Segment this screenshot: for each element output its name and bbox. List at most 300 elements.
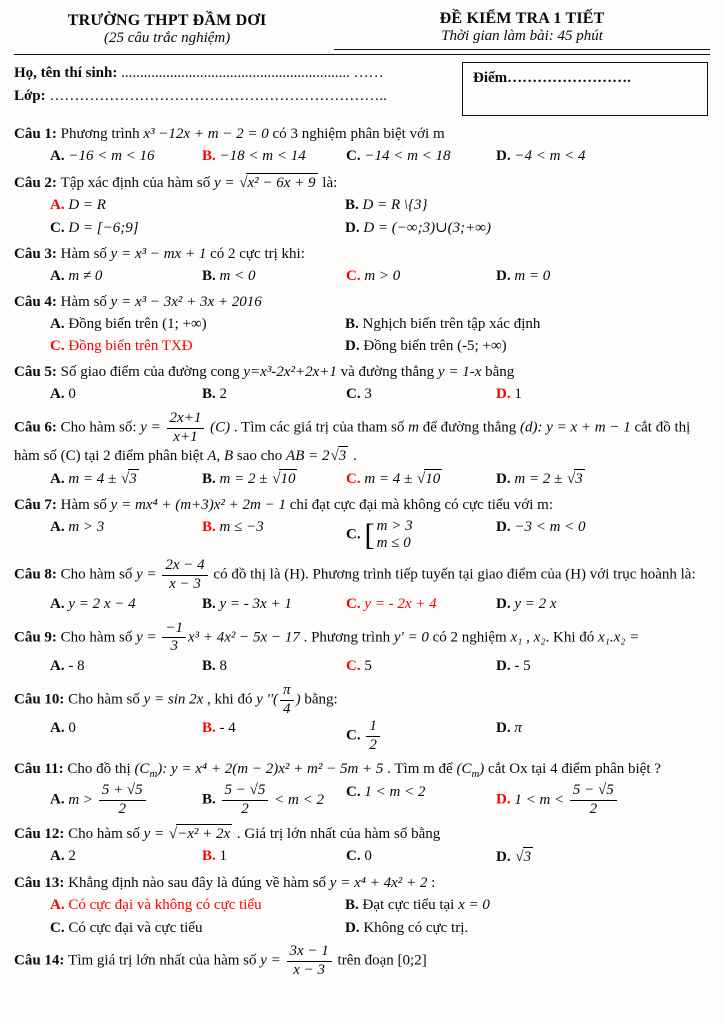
fraction-numerator: 5 − √5 <box>222 783 269 801</box>
option-content <box>364 658 372 674</box>
question-14 <box>14 944 710 979</box>
option-D <box>496 719 710 754</box>
option-content <box>364 148 450 164</box>
option-letter: C. <box>346 658 365 674</box>
question-body <box>14 293 710 313</box>
question-body <box>14 944 710 979</box>
question-label: Câu 6: <box>14 419 61 436</box>
question-label: Câu 1: <box>14 126 61 142</box>
subscript: m <box>471 767 480 780</box>
option-letter: C. <box>50 338 69 355</box>
option-letter: B. <box>202 386 220 403</box>
option-letter: C. <box>346 784 365 801</box>
fraction-denominator: x − 3 <box>293 962 326 979</box>
option-A <box>50 315 345 335</box>
option-D <box>496 385 710 405</box>
option-content <box>68 220 138 236</box>
text-run: có 2 nghiệm <box>428 629 511 646</box>
text-run: Đồng biến trên (-5; +∞) <box>363 338 507 355</box>
math-expression: y = - 3x + 1 <box>219 595 292 612</box>
math-expression: D = R \{3} <box>362 196 428 213</box>
radical-icon: √ <box>567 470 576 487</box>
option-content <box>68 148 154 164</box>
question-label: Câu 14: <box>14 953 69 970</box>
option-letter: C. <box>346 728 365 745</box>
question-label: Câu 4: <box>14 293 61 310</box>
question-options <box>14 267 710 287</box>
option-A <box>50 469 202 490</box>
option-letter: D. <box>496 386 515 403</box>
option-D <box>496 657 710 677</box>
option-letter: B. <box>202 267 220 284</box>
math-expression: m <box>408 419 419 436</box>
score-box <box>462 62 708 116</box>
math-expression: m > <box>68 791 97 808</box>
text-run: Cho hàm số <box>68 825 144 842</box>
text-run: - 4 <box>219 720 236 737</box>
fraction-numerator: π <box>280 683 294 701</box>
question-body <box>14 125 710 145</box>
exam-header <box>14 10 710 50</box>
text-run: Đồng biến trên (1; +∞) <box>68 315 207 332</box>
question-label: Câu 13: <box>14 874 69 891</box>
option-letter: B. <box>202 720 220 737</box>
math-expression: y = x³ − mx + 1 <box>110 245 207 262</box>
fraction-numerator: 5 − √5 <box>570 783 617 801</box>
question-label: Câu 10: <box>14 691 69 708</box>
math-expression: y = mx⁴ + (m+3)x² + 2m − 1 <box>110 496 286 513</box>
option-content <box>364 784 425 800</box>
option-content <box>514 386 522 402</box>
text-run: Hàm số <box>60 496 111 513</box>
option-D <box>496 595 710 615</box>
text-run: 8 <box>219 658 228 674</box>
option-letter: D. <box>496 791 515 808</box>
option-content <box>364 516 413 552</box>
square-root <box>272 469 297 490</box>
text-run: . Khi đó <box>545 629 598 646</box>
question-13 <box>14 874 710 939</box>
option-A <box>50 719 202 754</box>
option-letter: D. <box>496 267 515 284</box>
question-options <box>14 147 710 167</box>
option-C <box>346 147 496 167</box>
student-class-label: Lớp: <box>14 88 50 104</box>
text-run: sao cho <box>233 447 287 464</box>
text-run: 5 <box>364 658 372 674</box>
exam-type: (25 câu trắc nghiệm) <box>104 30 231 46</box>
question-5 <box>14 363 710 405</box>
math-expression: m > 3 <box>68 518 105 535</box>
question-options <box>14 385 710 405</box>
student-info-section <box>14 62 710 116</box>
option-A <box>50 196 345 216</box>
math-expression: 1 < m < <box>514 791 568 808</box>
math-expression: (C <box>134 760 150 777</box>
option-A <box>50 518 202 553</box>
math-expression: y = <box>213 174 239 191</box>
school-block <box>14 10 320 47</box>
text-run: có 2 cực trị khi: <box>206 245 305 262</box>
option-content <box>514 268 550 284</box>
option-content <box>363 897 490 913</box>
math-expression: (C) <box>206 419 231 436</box>
math-expression: m = 4 ± <box>68 470 121 487</box>
option-D <box>496 783 710 818</box>
fraction-numerator: 5 + √5 <box>99 783 146 801</box>
text-run: có đồ thị là (H). Phương trình tiếp tuyến tại giao điểm của (H) với trục hoành là: <box>209 566 696 583</box>
text-run: 2 <box>219 386 228 403</box>
option-B <box>202 469 346 490</box>
option-C <box>346 518 496 553</box>
option-content <box>68 519 104 535</box>
option-letter: C. <box>346 267 365 284</box>
option-letter: C. <box>346 595 365 612</box>
option-letter: D. <box>496 658 515 674</box>
option-content <box>364 268 400 284</box>
math-expression: y ''( <box>256 691 279 708</box>
question-3 <box>14 245 710 287</box>
option-content <box>363 197 428 213</box>
option-B <box>202 783 346 818</box>
question-body <box>14 173 710 194</box>
question-label: Câu 3: <box>14 245 61 262</box>
math-expression: ) <box>479 760 485 777</box>
option-D <box>496 469 710 490</box>
text-run: Phương trình <box>60 126 144 142</box>
option-content <box>364 386 372 402</box>
radicand: 3 <box>574 469 585 490</box>
option-content <box>68 471 139 487</box>
square-root <box>169 824 232 845</box>
question-body <box>14 363 710 383</box>
question-body <box>14 245 710 265</box>
question-body <box>14 411 710 466</box>
option-letter: A. <box>50 386 69 403</box>
option-B <box>202 657 346 677</box>
option-D <box>496 147 710 167</box>
question-label: Câu 8: <box>14 566 61 583</box>
option-letter: D. <box>345 219 364 236</box>
option-content <box>514 658 530 674</box>
text-run: 1 <box>514 386 522 403</box>
option-D <box>496 847 710 868</box>
fraction <box>222 783 269 818</box>
option-letter: B. <box>202 518 220 535</box>
math-expression: m = 4 ± <box>364 470 417 487</box>
option-content <box>68 268 102 284</box>
option-content <box>220 720 236 736</box>
radicand: x² − 6x + 9 <box>246 173 317 194</box>
option-C <box>50 337 345 357</box>
option-D <box>496 267 710 287</box>
option-letter: C. <box>346 526 365 543</box>
option-B <box>345 896 710 916</box>
text-run: . <box>349 447 357 464</box>
question-body <box>14 824 710 845</box>
math-expression: y = <box>136 629 161 646</box>
option-content <box>220 268 256 284</box>
math-expression: D = (−∞;3)∪(3;+∞) <box>363 219 491 236</box>
question-options <box>14 315 710 358</box>
text-run: có 3 nghiệm phân biệt với m <box>268 126 445 142</box>
option-D <box>496 518 710 553</box>
fraction-denominator: 2 <box>589 801 598 818</box>
option-A <box>50 595 202 615</box>
option-content <box>68 897 261 913</box>
option-letter: B. <box>202 791 220 808</box>
text-run: Cho hàm số: <box>60 419 141 436</box>
text-run: Có cực đại và cực tiểu <box>68 919 203 936</box>
math-expression: m > 0 <box>364 267 401 284</box>
square-root <box>330 446 348 467</box>
radicand: −x² + 2x <box>176 824 232 845</box>
fraction <box>366 719 380 754</box>
option-content <box>68 338 192 354</box>
fraction-numerator: −1 <box>162 621 186 639</box>
text-run: 0 <box>68 720 76 737</box>
option-content <box>363 920 468 936</box>
square-root <box>417 469 442 490</box>
text-run: trên đoạn [0;2] <box>333 953 427 970</box>
option-content <box>68 720 76 736</box>
question-body <box>14 683 710 718</box>
fraction-denominator: 4 <box>283 700 291 717</box>
question-body <box>14 558 710 593</box>
option-content <box>220 471 299 487</box>
title-block <box>334 10 710 50</box>
fraction <box>99 783 146 818</box>
option-C <box>50 219 345 239</box>
text-run: Cho đồ thị <box>67 760 135 777</box>
text-run: Khẳng định nào sau đây là đúng về hàm số <box>68 874 330 891</box>
math-expression: −16 < m < 16 <box>68 147 155 164</box>
option-B <box>202 719 346 754</box>
question-label: Câu 11: <box>14 760 68 777</box>
option-letter: A. <box>50 896 69 913</box>
option-content <box>514 596 556 612</box>
math-expression: D = [−6;9] <box>68 219 139 236</box>
text-run: . Giá trị lớn nhất của hàm số bằng <box>233 825 441 842</box>
math-expression: < m < 2 <box>270 791 324 808</box>
math-expression: y = x³ − 3x² + 3x + 2016 <box>110 293 262 310</box>
question-body <box>14 760 710 781</box>
text-run: để đường thẳng <box>418 419 520 436</box>
option-content <box>364 596 436 612</box>
fraction-denominator: x+1 <box>173 429 198 445</box>
math-expression: y = 1-x <box>437 364 482 381</box>
option-letter: A. <box>50 470 69 487</box>
math-expression: y = 2 x <box>514 595 557 612</box>
option-B <box>345 315 710 335</box>
math-expression: x = 0 <box>458 896 490 913</box>
option-letter: B. <box>202 847 220 864</box>
option-A <box>50 385 202 405</box>
text-run: cắt Ox tại 4 điểm phân biệt ? <box>484 760 661 777</box>
question-11 <box>14 760 710 818</box>
student-name-line <box>14 65 462 82</box>
radicand: 3 <box>128 469 139 490</box>
square-root <box>567 469 585 490</box>
text-run: . Tìm các giá trị của tham số <box>230 419 409 436</box>
option-letter: D. <box>496 147 515 164</box>
math-expression: m = 0 <box>514 267 551 284</box>
text-run: là: <box>318 174 338 191</box>
text-run: Cho hàm số <box>60 566 137 583</box>
radical-icon: √ <box>239 174 248 191</box>
option-letter: D. <box>496 595 515 612</box>
text-run: và đường thẳng <box>336 364 438 381</box>
option-content <box>364 718 382 754</box>
case-line: m ≤ 0 <box>376 534 411 551</box>
question-body <box>14 496 710 516</box>
radicand: 10 <box>279 469 297 490</box>
option-letter: B. <box>202 147 220 164</box>
question-4 <box>14 293 710 358</box>
math-expression: m < 0 <box>219 267 256 284</box>
option-letter: C. <box>50 919 69 936</box>
option-A <box>50 657 202 677</box>
subscript: m <box>149 767 158 780</box>
option-letter: B. <box>345 315 363 332</box>
option-letter: A. <box>50 847 69 864</box>
left-bracket-icon: [ <box>364 516 375 552</box>
questions-list <box>14 125 710 979</box>
math-expression: m = 2 ± <box>514 470 567 487</box>
math-expression: x₁.x₂ = <box>597 629 640 646</box>
text-run: Đạt cực tiểu tại <box>362 896 459 913</box>
option-content <box>220 519 264 535</box>
fraction <box>167 411 205 446</box>
option-D <box>345 337 710 357</box>
fraction-denominator: 3 <box>170 638 178 655</box>
student-name-dots: ............................................................. …… <box>121 65 384 81</box>
text-run: chỉ đạt cực đại mà không có cực tiểu với m: <box>285 496 553 513</box>
radicand: 10 <box>424 469 442 490</box>
radicand: 3 <box>338 446 349 467</box>
option-B <box>202 847 346 868</box>
option-content <box>68 848 76 864</box>
radical-icon: √ <box>121 470 130 487</box>
math-expression: y = sin 2x <box>143 691 204 708</box>
text-run: 2 <box>68 847 76 864</box>
cases-lines <box>377 518 413 553</box>
question-options <box>14 196 710 239</box>
option-letter: C. <box>346 470 365 487</box>
text-run: cắt đồ thị hàm số (C) tại 2 điểm phân biệt <box>14 419 691 464</box>
option-letter: A. <box>50 658 69 674</box>
question-label: Câu 12: <box>14 825 69 842</box>
text-run: Không có cực trị. <box>363 919 469 936</box>
math-expression: y = - 2x + 4 <box>364 595 437 612</box>
math-expression: x³ −12x + m − 2 = 0 <box>143 126 269 142</box>
question-options <box>14 518 710 553</box>
fraction-denominator: 2 <box>118 801 126 818</box>
option-content <box>68 658 84 674</box>
option-content <box>363 338 506 354</box>
fraction <box>162 558 207 593</box>
option-content <box>514 148 585 164</box>
math-expression: y = <box>260 953 285 970</box>
option-letter: A. <box>50 267 69 284</box>
fraction-numerator: 2x+1 <box>167 411 205 429</box>
option-letter: A. <box>50 720 69 737</box>
option-C <box>346 783 496 818</box>
text-run: - 8 <box>68 658 85 674</box>
text-run: 0 <box>364 847 372 864</box>
option-C <box>346 719 496 754</box>
fraction-denominator: x − 3 <box>169 575 201 592</box>
math-expression: y = 2 x − 4 <box>68 595 136 612</box>
math-expression: −18 < m < 14 <box>219 147 306 164</box>
option-letter: D. <box>496 848 515 865</box>
radical-icon: √ <box>515 848 524 865</box>
text-run: Hàm số <box>60 293 111 310</box>
option-C <box>346 469 496 490</box>
option-letter: C. <box>346 847 365 864</box>
option-letter: B. <box>202 470 220 487</box>
option-A <box>50 847 202 868</box>
option-letter: B. <box>345 896 363 913</box>
option-content <box>363 220 491 236</box>
option-content <box>220 782 324 818</box>
math-expression: m ≤ −3 <box>219 518 264 535</box>
option-C <box>346 847 496 868</box>
option-letter: C. <box>50 219 69 236</box>
question-body <box>14 874 710 894</box>
question-8 <box>14 558 710 614</box>
option-B <box>202 595 346 615</box>
question-options <box>14 469 710 490</box>
square-root <box>239 173 317 194</box>
question-12 <box>14 824 710 868</box>
option-content <box>68 596 135 612</box>
question-label: Câu 5: <box>14 364 61 381</box>
square-root <box>121 469 139 490</box>
option-B <box>202 385 346 405</box>
option-D <box>345 919 710 939</box>
exam-duration: Thời gian làm bài: 45 phút <box>441 28 603 44</box>
text-run: bằng <box>481 364 515 381</box>
option-letter: D. <box>496 470 515 487</box>
school-name: TRƯỜNG THPT ĐẦM DƠI <box>67 12 267 29</box>
radicand: 3 <box>523 847 534 868</box>
text-run: . Tìm m để <box>383 760 457 777</box>
math-expression: ) <box>295 691 301 708</box>
question-options <box>14 847 710 868</box>
question-7 <box>14 496 710 552</box>
text-run: bằng: <box>300 691 338 708</box>
option-C <box>346 657 496 677</box>
exam-title: ĐỀ KIỂM TRA 1 TIẾT <box>439 10 605 27</box>
option-B <box>202 147 346 167</box>
text-run: Số giao điểm của đường cong <box>60 364 244 381</box>
option-content <box>363 316 541 332</box>
math-expression: y = <box>143 825 168 842</box>
text-run: Có cực đại và không có cực tiểu <box>68 896 262 913</box>
text-run: Cho hàm số <box>60 629 137 646</box>
math-expression: y' = 0 <box>393 629 429 646</box>
math-expression: y = x⁴ + 4x² + 2 <box>329 874 428 891</box>
question-6 <box>14 411 710 489</box>
option-content <box>220 386 228 402</box>
option-B <box>202 518 346 553</box>
radical-icon: √ <box>330 447 339 464</box>
option-A <box>50 783 202 818</box>
text-run: : <box>427 874 436 891</box>
math-expression: D = R <box>68 196 106 213</box>
option-content <box>68 316 206 332</box>
